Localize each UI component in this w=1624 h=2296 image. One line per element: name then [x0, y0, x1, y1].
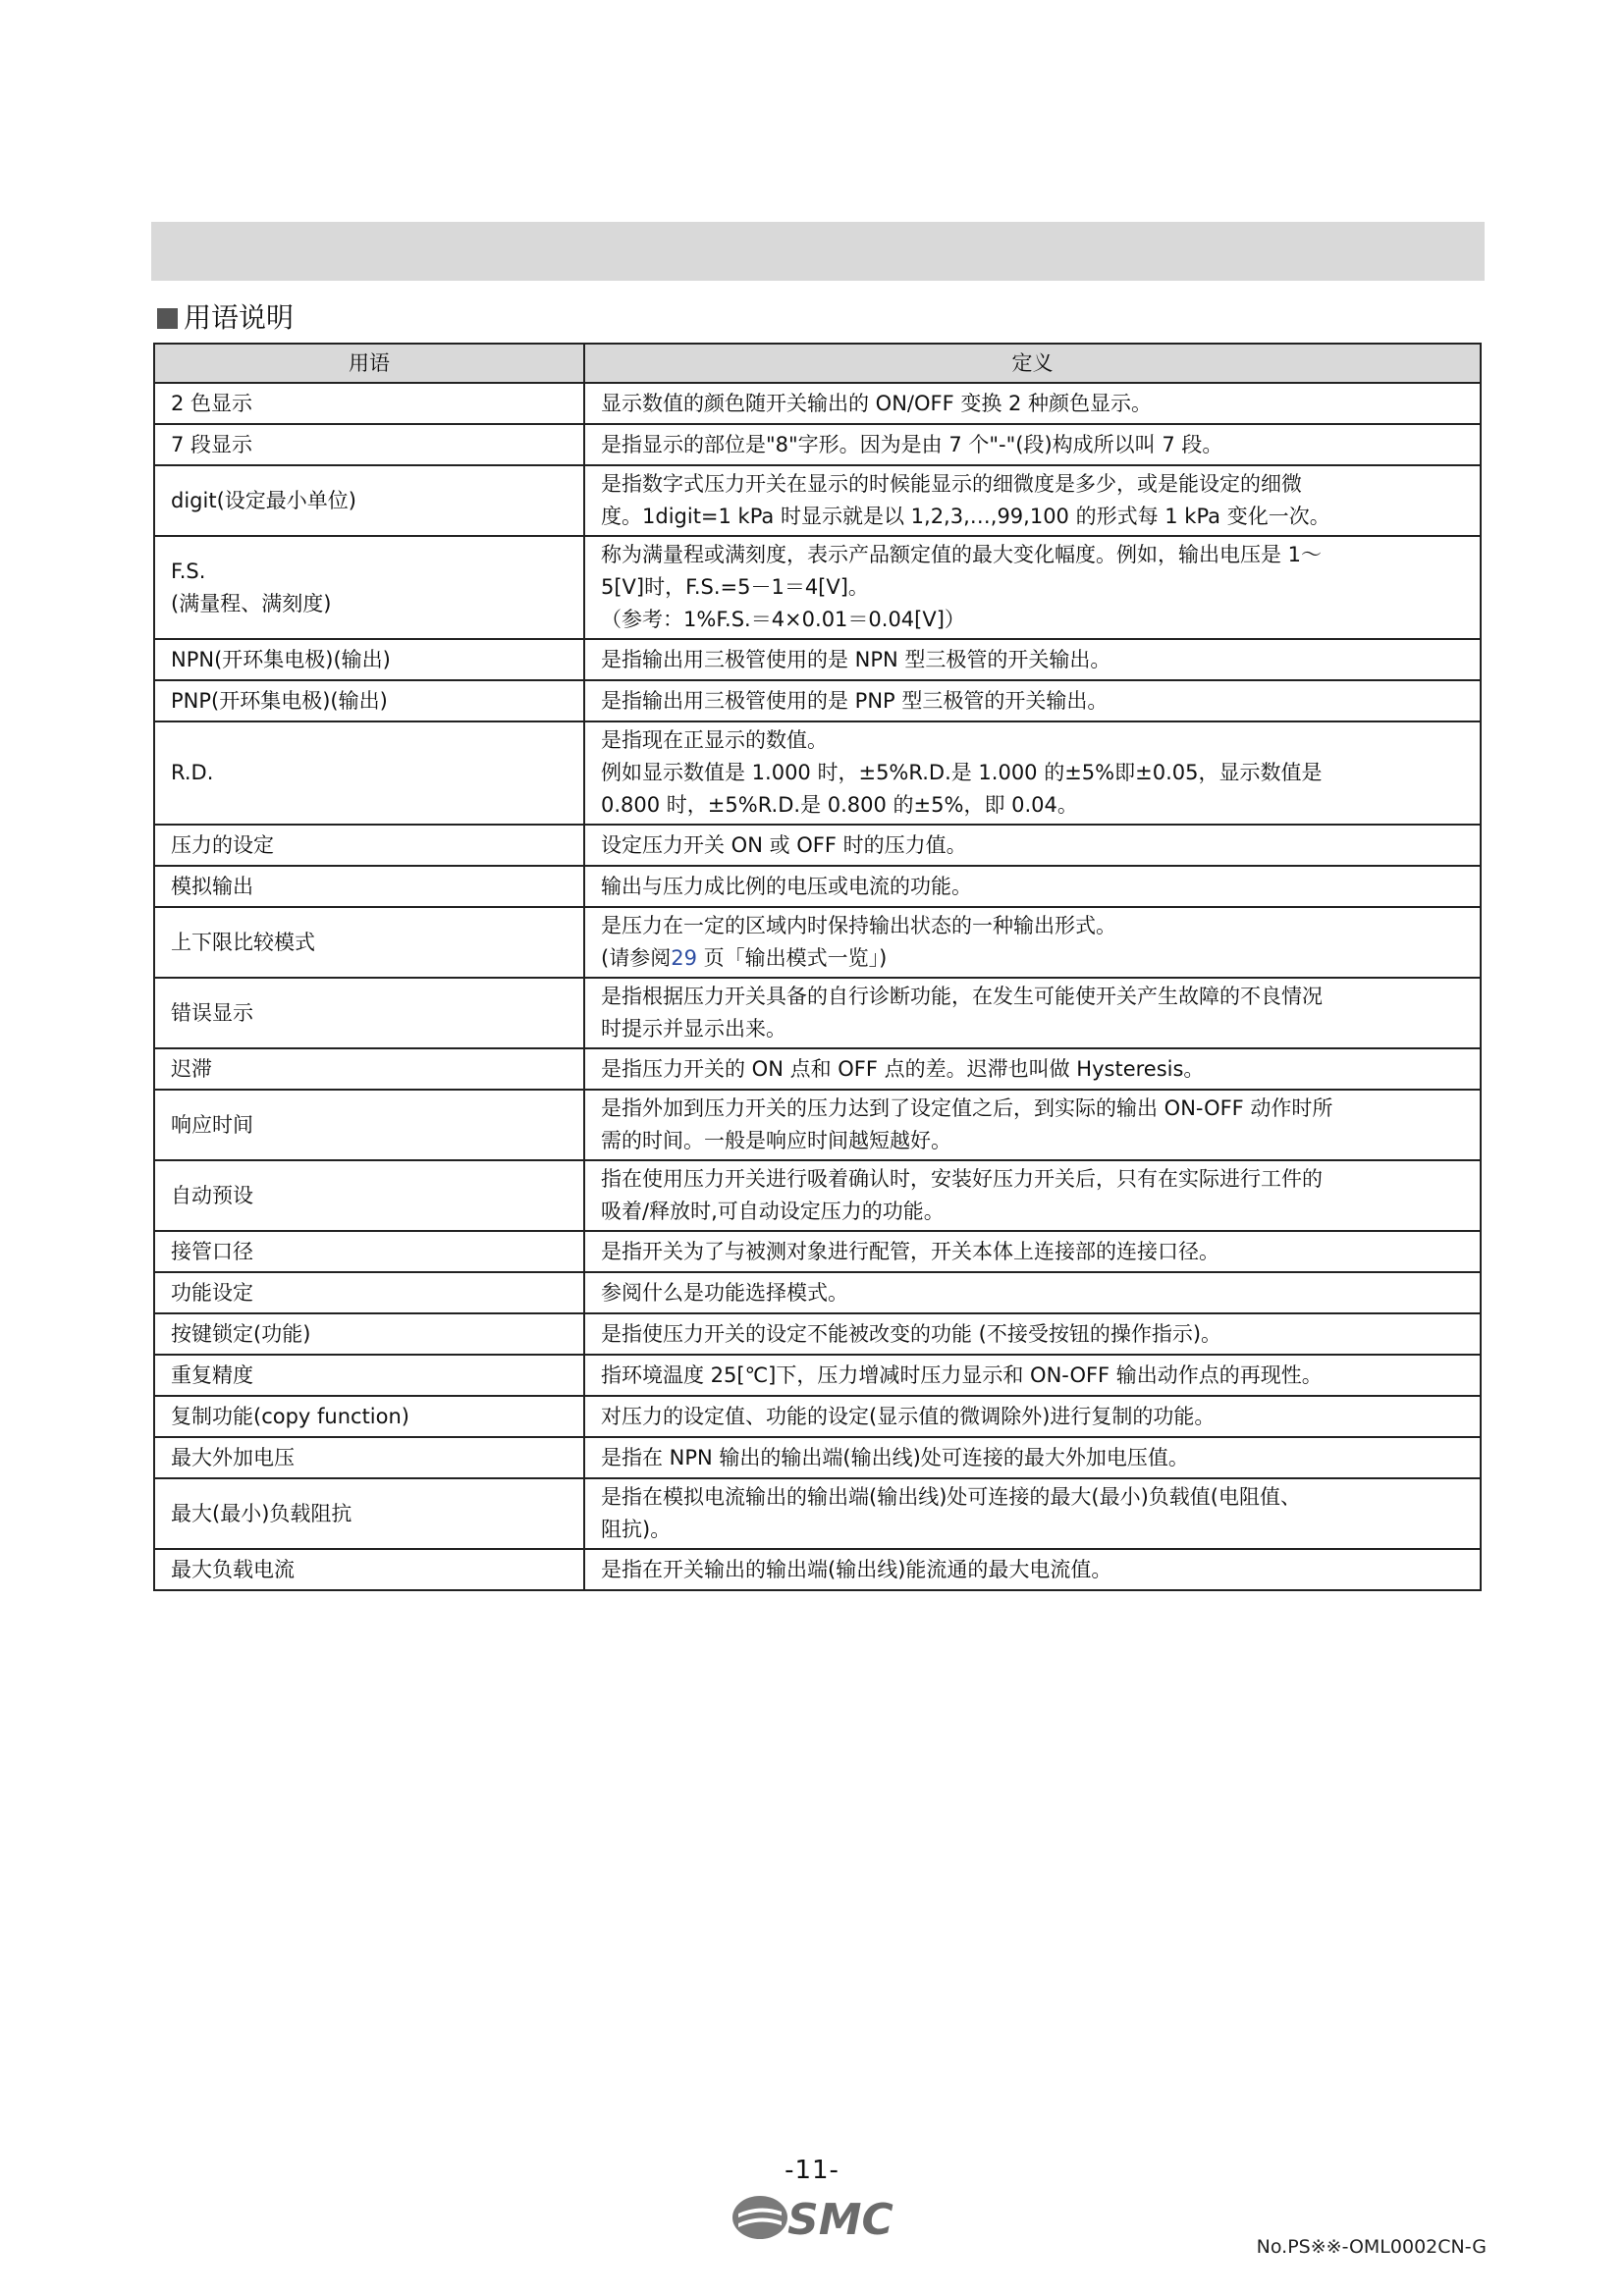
table-row [154, 383, 1481, 424]
definition-line: 是指数字式压力开关在显示的时候能显示的细微度是多少，或是能设定的细微 [601, 472, 1302, 496]
definition-line: 指环境温度 25[℃]下，压力增减时压力显示和 ON-OFF 输出动作点的再现性。 [601, 1362, 1323, 1387]
definition-cell [584, 1272, 1481, 1313]
table-header-row [154, 344, 1481, 383]
definition-line: 是指在 NPN 输出的输出端(输出线)处可连接的最大外加电压值。 [601, 1445, 1189, 1469]
term-text: 功能设定 [171, 1280, 253, 1305]
definition-line: 是指根据压力开关具备的自行诊断功能，在发生可能使开关产生故障的不良情况 [601, 985, 1323, 1008]
header-term: 用语 [154, 344, 584, 383]
term-cell [154, 680, 584, 721]
table-row [154, 907, 1481, 978]
term-cell [154, 383, 584, 424]
term-cell [154, 1478, 584, 1549]
term-text: 最大负载电流 [171, 1557, 295, 1581]
definition-line: 需的时间。一般是响应时间越短越好。 [601, 1129, 951, 1152]
page-number: -11- [785, 2156, 839, 2185]
definition-cell [584, 1396, 1481, 1437]
definition-line: 输出与压力成比例的电压或电流的功能。 [601, 874, 972, 898]
term-text: digit(设定最小单位) [171, 488, 356, 512]
definition-cell [584, 1478, 1481, 1549]
definition-line: 参阅什么是功能选择模式。 [601, 1280, 848, 1305]
term-cell [154, 721, 584, 825]
term-text: PNP(开环集电极)(输出) [171, 688, 388, 713]
definition-line: 是指在开关输出的输出端(输出线)能流通的最大电流值。 [601, 1557, 1112, 1581]
table-row [154, 1437, 1481, 1478]
terms-table [153, 343, 1482, 1591]
term-cell [154, 1048, 584, 1090]
definition-line: 阻抗)。 [601, 1518, 672, 1541]
header-definition: 定义 [584, 344, 1481, 383]
term-text: 上下限比较模式 [171, 930, 315, 954]
term-cell [154, 1272, 584, 1313]
definition-line: 0.800 时，±5%R.D.是 0.800 的±5%，即 0.04。 [601, 793, 1078, 817]
section-title-text: 用语说明 [184, 301, 295, 334]
table-row [154, 1231, 1481, 1272]
table-row [154, 1313, 1481, 1355]
term-cell [154, 978, 584, 1048]
term-text: 响应时间 [171, 1112, 253, 1137]
table-row [154, 680, 1481, 721]
term-cell [154, 639, 584, 680]
term-cell [154, 536, 584, 639]
definition-line: 显示数值的颜色随开关输出的 ON/OFF 变换 2 种颜色显示。 [601, 391, 1153, 415]
term-cell [154, 1355, 584, 1396]
square-bullet-icon [157, 308, 178, 329]
term-text: NPN(开环集电极)(输出) [171, 647, 391, 671]
term-cell [154, 1437, 584, 1478]
table-row [154, 1160, 1481, 1231]
term-cell [154, 907, 584, 978]
table-row [154, 1549, 1481, 1590]
term-text: 最大(最小)负载阻抗 [171, 1501, 352, 1525]
term-text: (满量程、满刻度) [171, 591, 332, 615]
reference-suffix: 页「输出模式一览」) [703, 946, 888, 970]
reference-prefix: (请参阅 [601, 946, 672, 970]
definition-line: 是指输出用三极管使用的是 PNP 型三极管的开关输出。 [601, 688, 1109, 713]
definition-line: 是指在模拟电流输出的输出端(输出线)处可连接的最大(最小)负载值(电阻值、 [601, 1485, 1301, 1509]
definition-cell [584, 1355, 1481, 1396]
definition-cell [584, 1437, 1481, 1478]
term-text: 迟滞 [171, 1056, 212, 1081]
definition-cell [584, 866, 1481, 907]
section-header-bar [151, 222, 1485, 281]
definition-line: 称为满量程或满刻度，表示产品额定值的最大变化幅度。例如，输出电压是 1～ [601, 543, 1323, 566]
term-text: 最大外加电压 [171, 1445, 295, 1469]
definition-cell [584, 680, 1481, 721]
term-cell [154, 1396, 584, 1437]
definition-line: 是压力在一定的区域内时保持输出状态的一种输出形式。 [601, 914, 1116, 937]
table-row [154, 1272, 1481, 1313]
term-text: 重复精度 [171, 1362, 253, 1387]
table-row [154, 866, 1481, 907]
definition-line: 是指输出用三极管使用的是 NPN 型三极管的开关输出。 [601, 647, 1111, 671]
definition-cell [584, 978, 1481, 1048]
term-text: 压力的设定 [171, 832, 274, 857]
term-cell [154, 866, 584, 907]
definition-line: （参考：1%F.S.＝4×0.01＝0.04[V]） [601, 608, 965, 631]
table-row [154, 465, 1481, 536]
definition-cell [584, 1313, 1481, 1355]
term-cell [154, 1160, 584, 1231]
definition-line: 吸着/释放时,可自动设定压力的功能。 [601, 1200, 945, 1223]
term-text: 自动预设 [171, 1183, 253, 1207]
table-row [154, 825, 1481, 866]
smc-logo [731, 2187, 911, 2248]
table-row [154, 1048, 1481, 1090]
definition-cell [584, 721, 1481, 825]
reference-line [601, 942, 1466, 975]
term-cell [154, 424, 584, 465]
term-text: F.S. [171, 559, 206, 583]
term-text: 2 色显示 [171, 391, 253, 415]
table-row [154, 1355, 1481, 1396]
table-row [154, 1478, 1481, 1549]
definition-line: 度。1digit=1 kPa 时显示就是以 1,2,3,…,99,100 的形式每 1 kPa 变化一次。 [601, 505, 1330, 528]
definition-line: 是指外加到压力开关的压力达到了设定值之后，到实际的输出 ON-OFF 动作时所 [601, 1096, 1333, 1120]
definition-line: 例如显示数值是 1.000 时，±5%R.D.是 1.000 的±5%即±0.05，显示数值是 [601, 761, 1323, 784]
table-row [154, 424, 1481, 465]
section-title [157, 298, 294, 338]
definition-line: 是指显示的部位是"8"字形。因为是由 7 个"-"(段)构成所以叫 7 段。 [601, 432, 1223, 456]
term-cell [154, 1090, 584, 1160]
definition-cell [584, 1160, 1481, 1231]
table-row [154, 1396, 1481, 1437]
term-cell [154, 465, 584, 536]
term-cell [154, 1313, 584, 1355]
term-cell [154, 1231, 584, 1272]
definition-line: 是指压力开关的 ON 点和 OFF 点的差。迟滞也叫做 Hysteresis。 [601, 1056, 1205, 1081]
document-number: No.PS※※-OML0002CN-G [1256, 2236, 1487, 2258]
table-row [154, 536, 1481, 639]
term-text: 模拟输出 [171, 874, 253, 898]
definition-cell [584, 383, 1481, 424]
term-cell [154, 1549, 584, 1590]
table-row [154, 978, 1481, 1048]
definition-cell [584, 465, 1481, 536]
term-text: 接管口径 [171, 1239, 253, 1263]
definition-line: 时提示并显示出来。 [601, 1017, 786, 1041]
term-text: 按键锁定(功能) [171, 1321, 311, 1346]
logo-text: SMC [787, 2195, 893, 2245]
definition-line: 指在使用压力开关进行吸着确认时，安装好压力开关后，只有在实际进行工件的 [601, 1167, 1323, 1191]
definition-cell [584, 1231, 1481, 1272]
definition-cell [584, 1549, 1481, 1590]
definition-cell [584, 907, 1481, 978]
definition-line: 是指开关为了与被测对象进行配管，开关本体上连接部的连接口径。 [601, 1239, 1219, 1263]
definition-cell [584, 1090, 1481, 1160]
definition-cell [584, 1048, 1481, 1090]
definition-cell [584, 825, 1481, 866]
term-text: 7 段显示 [171, 432, 253, 456]
definition-line: 对压力的设定值、功能的设定(显示值的微调除外)进行复制的功能。 [601, 1404, 1216, 1428]
definition-line: 是指现在正显示的数值。 [601, 728, 828, 752]
definition-cell [584, 536, 1481, 639]
table-row [154, 639, 1481, 680]
definition-line: 是指使压力开关的设定不能被改变的功能 (不接受按钮的操作指示)。 [601, 1321, 1222, 1346]
definition-cell [584, 424, 1481, 465]
definition-line: 设定压力开关 ON 或 OFF 时的压力值。 [601, 832, 967, 857]
term-text: 复制功能(copy function) [171, 1404, 409, 1428]
table-row [154, 1090, 1481, 1160]
page-reference-link[interactable]: 29 [671, 946, 697, 970]
term-cell [154, 825, 584, 866]
term-text: 错误显示 [171, 1000, 253, 1025]
term-text: R.D. [171, 761, 214, 784]
definition-line: 5[V]时，F.S.=5－1＝4[V]。 [601, 575, 869, 599]
definition-cell [584, 639, 1481, 680]
table-row [154, 721, 1481, 825]
